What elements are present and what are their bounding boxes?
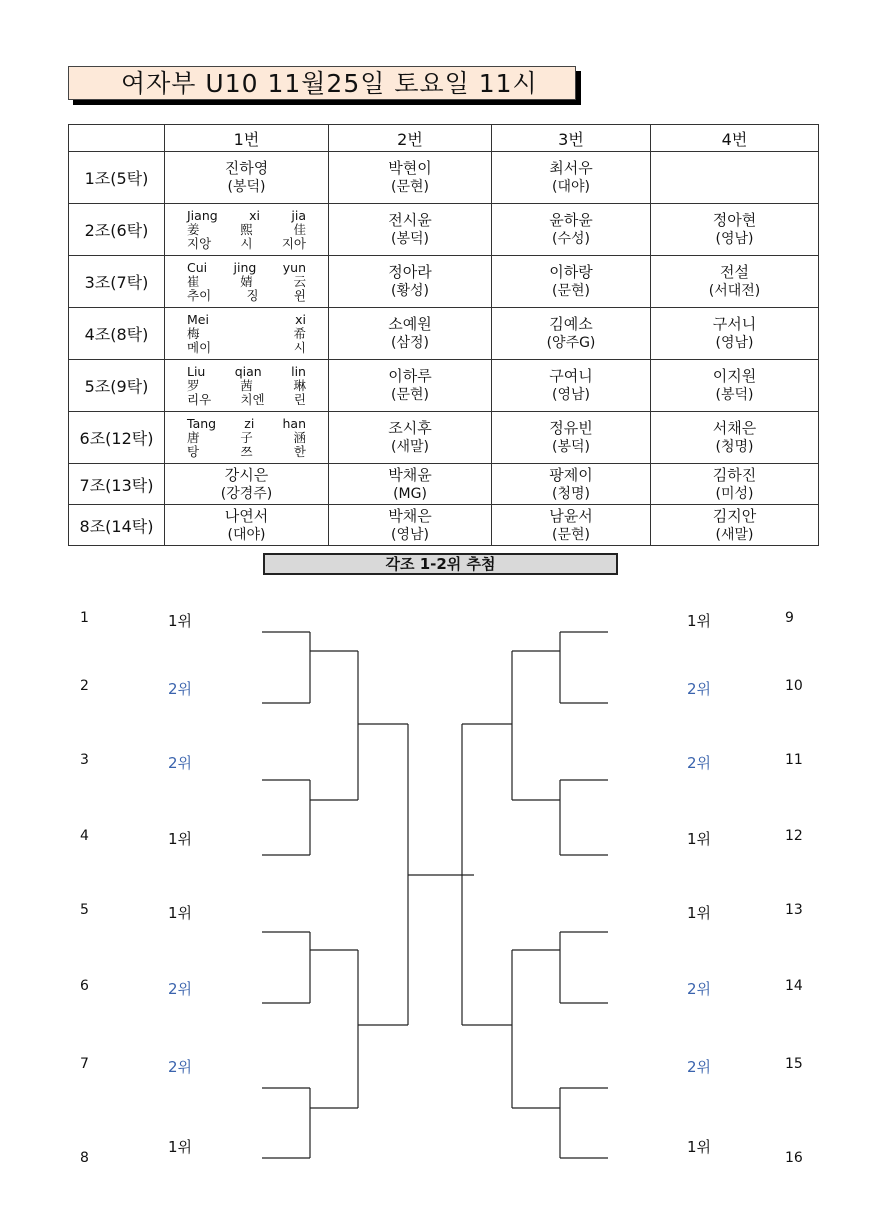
player-name: 김하진 (712, 465, 757, 484)
player-club: (문현) (391, 387, 429, 403)
rank-label: 1위 (168, 612, 193, 630)
name-part: 涵 (293, 429, 306, 445)
rank-label: 2위 (168, 1058, 193, 1076)
player-club: (삼정) (391, 335, 429, 351)
rank-label: 2위 (168, 754, 193, 772)
seed-number: 9 (785, 610, 794, 626)
player-name: 나연서 (224, 506, 269, 525)
rank-label: 1위 (168, 830, 193, 848)
player-club: (대야) (227, 526, 266, 543)
player-club: (황성) (391, 283, 429, 299)
rank-label: 1위 (687, 612, 712, 630)
player-name: 박채윤 (388, 465, 432, 484)
player-name: 서채은 (712, 419, 757, 437)
player-club: (봉덕) (715, 387, 754, 403)
name-part: Liu (187, 363, 206, 379)
player-club: (수성) (552, 231, 590, 247)
rank-label: 1위 (168, 904, 193, 922)
player-name: 김지안 (712, 506, 757, 525)
name-part: jing (233, 259, 257, 275)
name-part: 梅 (187, 325, 200, 341)
rank-label: 2위 (168, 680, 193, 698)
seed-number: 16 (785, 1150, 803, 1166)
name-part: 지아 (281, 235, 306, 251)
name-part: lin (291, 363, 306, 379)
player-club: (봉덕) (227, 179, 266, 195)
player-club: (청명) (715, 439, 754, 455)
player-name: 윤하윤 (549, 211, 593, 229)
name-part: Cui (187, 259, 208, 275)
player-name: 이지원 (712, 367, 757, 385)
name-part: yun (282, 259, 306, 275)
seed-number: 8 (80, 1150, 89, 1166)
seed-number: 3 (80, 752, 89, 768)
name-part: Jiang (187, 207, 218, 223)
player-club: (봉덕) (391, 231, 429, 247)
name-part: han (282, 415, 306, 431)
player-club: (문현) (552, 283, 590, 299)
name-part: jia (291, 207, 306, 223)
player-name: 진하영 (224, 159, 269, 177)
player-name: 김예소 (549, 315, 593, 333)
player-name: 소예원 (388, 315, 432, 333)
name-part: 姜 (187, 221, 200, 237)
name-part: 치엔 (240, 391, 265, 407)
player-name: 정아라 (388, 263, 432, 281)
player-club: (새말) (391, 439, 429, 455)
player-name: 이하랑 (549, 263, 593, 281)
name-part: 추이 (187, 287, 212, 303)
group-label: 5조(9탁) (69, 360, 165, 412)
player-club: (MG) (393, 485, 427, 502)
rank-label: 2위 (687, 754, 712, 772)
rank-label: 2위 (687, 680, 712, 698)
name-part: 윈 (293, 287, 306, 303)
seed-number: 5 (80, 902, 89, 918)
player-club: (미성) (715, 485, 754, 502)
seed-number: 7 (80, 1056, 89, 1072)
player-club: (청명) (552, 485, 590, 502)
seed-number: 15 (785, 1056, 803, 1072)
seed-number: 10 (785, 678, 803, 694)
name-part: 崔 (187, 273, 200, 289)
player-name: 전시윤 (388, 211, 432, 229)
seed-number: 12 (785, 828, 803, 844)
name-part: 탕 (187, 443, 200, 459)
name-part: 婧 (240, 273, 253, 289)
rank-label: 1위 (687, 904, 712, 922)
group-label: 3조(7탁) (69, 256, 165, 308)
name-part: 子 (240, 429, 253, 445)
name-part: 佳 (293, 221, 306, 237)
seed-number: 13 (785, 902, 803, 918)
name-part: 메이 (187, 339, 212, 355)
player-name: 전설 (720, 263, 749, 281)
rank-label: 1위 (687, 830, 712, 848)
player-club: (영남) (715, 231, 754, 247)
name-part: 시 (293, 339, 306, 355)
name-part: 茜 (240, 377, 253, 393)
player-club: (영남) (391, 526, 429, 543)
player-name: 구서니 (712, 315, 757, 333)
seed-number: 2 (80, 678, 89, 694)
group-label: 1조(5탁) (69, 152, 165, 204)
name-part: 琳 (293, 377, 306, 393)
header-slot-3: 3번 (492, 125, 651, 152)
player-name: 최서우 (549, 159, 593, 177)
group-label: 2조(6탁) (69, 204, 165, 256)
group-label: 8조(14탁) (69, 505, 165, 546)
player-name: 팡제이 (549, 465, 593, 484)
player-name: 강시은 (224, 465, 269, 484)
rank-label: 2위 (687, 1058, 712, 1076)
name-part: 한 (293, 443, 306, 459)
player-name: 구여니 (549, 367, 593, 385)
name-part: zi (244, 415, 255, 431)
seed-number: 6 (80, 978, 89, 994)
player-name: 남윤서 (549, 506, 593, 525)
name-part: Mei (187, 311, 209, 327)
name-part: 시 (240, 235, 253, 251)
player-club: (문현) (552, 526, 590, 543)
player-club: (새말) (715, 526, 754, 543)
name-part: 希 (293, 325, 306, 341)
name-part: Tang (187, 415, 217, 431)
group-label: 4조(8탁) (69, 308, 165, 360)
seed-number: 14 (785, 978, 803, 994)
seed-number: 1 (80, 610, 89, 626)
rank-label: 1위 (168, 1138, 193, 1156)
player-club: (강경주) (220, 485, 273, 502)
seed-number: 11 (785, 752, 803, 768)
name-part: 唐 (187, 429, 200, 445)
player-name: 조시후 (388, 419, 432, 437)
name-part: 지앙 (187, 235, 212, 251)
group-label: 6조(12탁) (69, 412, 165, 464)
header-slot-1: 1번 (165, 125, 329, 152)
name-part: xi (249, 207, 260, 223)
name-part: 린 (293, 391, 306, 407)
player-club: (봉덕) (552, 439, 590, 455)
player-club: (대야) (552, 179, 590, 195)
name-part: 罗 (187, 377, 200, 393)
rank-label: 2위 (168, 980, 193, 998)
header-slot-2: 2번 (329, 125, 492, 152)
player-name: 박현이 (388, 159, 432, 177)
player-name: 박채은 (388, 506, 432, 525)
player-club: (문현) (391, 179, 429, 195)
page-title: 여자부 U10 11월25일 토요일 11시 (68, 66, 576, 100)
group-label: 7조(13탁) (69, 464, 165, 505)
player-name: 정아현 (712, 211, 757, 229)
name-part: 云 (293, 273, 306, 289)
draw-title: 각조 1-2위 추첨 (263, 553, 618, 575)
name-part: 징 (246, 287, 259, 303)
name-part: 리우 (187, 391, 212, 407)
rank-label: 1위 (687, 1138, 712, 1156)
player-club: (영남) (552, 387, 590, 403)
name-part: 熙 (240, 221, 253, 237)
player-club: (영남) (715, 335, 754, 351)
name-part: xi (295, 311, 306, 327)
header-slot-4: 4번 (651, 125, 819, 152)
player-club: (양주G) (546, 335, 596, 351)
name-part: 쯔 (240, 443, 253, 459)
player-name: 이하루 (388, 367, 432, 385)
player-name: 정유빈 (549, 419, 593, 437)
seed-number: 4 (80, 828, 89, 844)
rank-label: 2위 (687, 980, 712, 998)
player-club: (서대전) (708, 283, 761, 299)
name-part: qian (234, 363, 262, 379)
